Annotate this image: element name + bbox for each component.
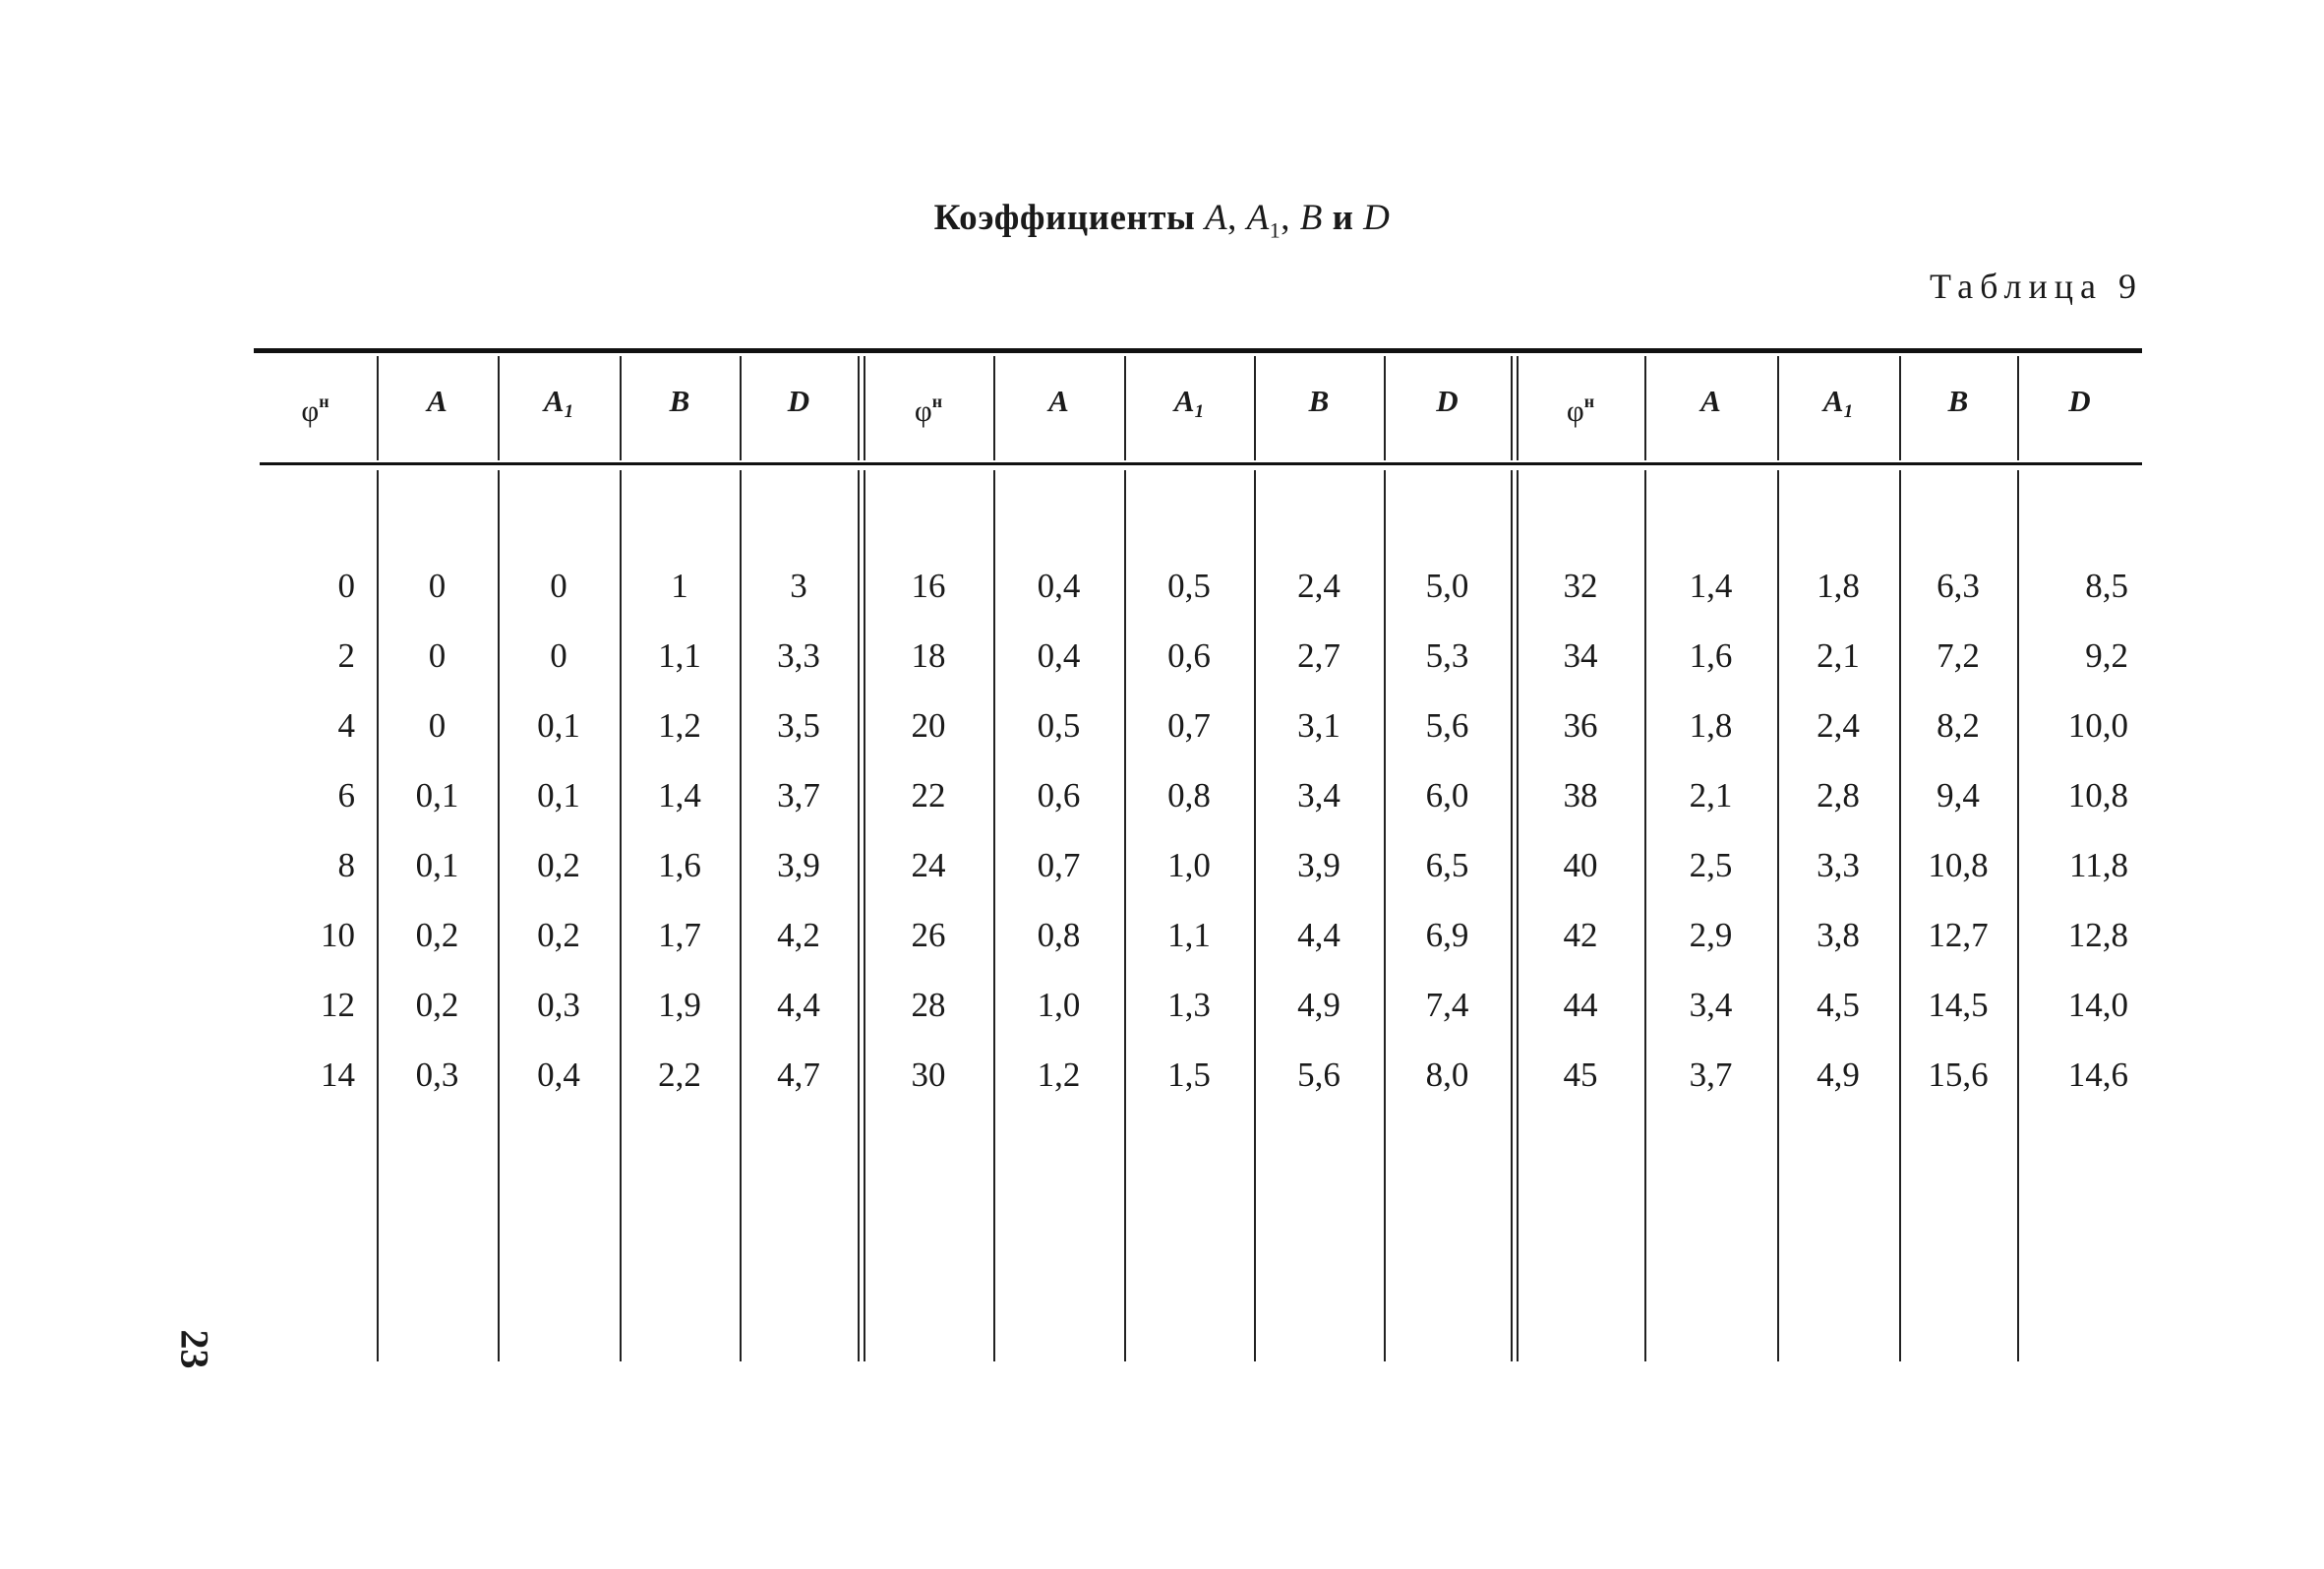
value-cell: 14,6 (2067, 1056, 2128, 1094)
table-title: Коэффициенты A, $A_1$, B и D (933, 198, 1391, 243)
angle-cell: 22 (911, 776, 946, 815)
column-header: $A_1$ (1822, 384, 1854, 422)
title-conj: и (1332, 198, 1354, 238)
value-cell: 3,4 (1297, 776, 1341, 815)
column-header: B (669, 384, 690, 418)
value-cell: 1,6 (1689, 636, 1733, 675)
value-cell: 15,6 (1928, 1056, 1989, 1094)
title-symbol-a1: $A_1$ (1246, 198, 1281, 243)
value-cell: 1,5 (1167, 1056, 1211, 1094)
value-cell: 12,8 (2067, 916, 2128, 954)
column-header: D (1436, 384, 1459, 418)
angle-cell: 38 (1563, 776, 1598, 815)
value-cell: 1,2 (658, 706, 701, 745)
value-cell: 4,5 (1817, 986, 1860, 1024)
angle-cell: 4 (337, 706, 355, 745)
column-divider (1511, 356, 1513, 460)
angle-cell: 36 (1563, 706, 1598, 745)
value-cell: 2,9 (1689, 916, 1733, 954)
value-cell: 2,4 (1297, 567, 1341, 605)
value-cell: 10,8 (1928, 846, 1989, 884)
angle-cell: 6 (337, 776, 355, 815)
angle-cell: 24 (911, 846, 946, 884)
value-cell: 0,1 (537, 706, 580, 745)
angle-cell: 2 (337, 636, 355, 675)
value-cell: 3,7 (777, 776, 820, 815)
angle-cell: 12 (321, 986, 355, 1024)
value-cell: 1,4 (658, 776, 701, 815)
value-cell: 9,2 (2085, 636, 2128, 675)
value-cell: 0,6 (1167, 636, 1211, 675)
angle-cell: 16 (911, 567, 946, 605)
value-cell: 0,2 (537, 846, 580, 884)
value-cell: 4,4 (1297, 916, 1341, 954)
value-cell: 5,6 (1297, 1056, 1341, 1094)
column-header: D (2068, 384, 2091, 418)
angle-cell: 40 (1563, 846, 1598, 884)
angle-cell: 8 (337, 846, 355, 884)
value-cell: 2,5 (1689, 846, 1733, 884)
value-cell: 3,5 (777, 706, 820, 745)
column-header: $\varphi^н$ (914, 392, 943, 428)
value-cell: 5,0 (1425, 567, 1469, 605)
column-header: $A_1$ (1173, 384, 1205, 422)
value-cell: 0,7 (1167, 706, 1211, 745)
value-cell: 0 (550, 567, 567, 605)
page-number: 23 (172, 1329, 217, 1369)
angle-cell: 30 (911, 1056, 946, 1094)
value-cell: 6,3 (1937, 567, 1980, 605)
value-cell: 0,3 (537, 986, 580, 1024)
angle-cell: 14 (321, 1056, 355, 1094)
value-cell: 3,9 (777, 846, 820, 884)
value-cell: 0,1 (415, 846, 459, 884)
column-header: A (1700, 384, 1721, 418)
value-cell: 0 (428, 706, 447, 745)
value-cell: 4,4 (777, 986, 820, 1024)
value-cell: 4,9 (1297, 986, 1341, 1024)
column-header: B (1308, 384, 1330, 418)
value-cell: 2,7 (1297, 636, 1341, 675)
column-divider (858, 356, 860, 460)
value-cell: 0 (428, 567, 447, 605)
value-cell: 9,4 (1937, 776, 1980, 815)
angle-cell: 26 (911, 916, 946, 954)
value-cell: 0,8 (1037, 916, 1081, 954)
value-cell: 4,2 (777, 916, 820, 954)
title-symbol-b: B (1299, 198, 1323, 238)
value-cell: 2,1 (1817, 636, 1860, 675)
value-cell: 0,2 (537, 916, 580, 954)
angle-cell: 20 (911, 706, 946, 745)
column-divider (858, 470, 860, 1361)
column-divider (1511, 470, 1513, 1361)
value-cell: 3,9 (1297, 846, 1341, 884)
value-cell: 0,8 (1167, 776, 1211, 815)
angle-cell: 45 (1563, 1056, 1598, 1094)
value-cell: 1,6 (658, 846, 701, 884)
value-cell: 0 (428, 636, 447, 675)
value-cell: 3,8 (1817, 916, 1860, 954)
table-number-label: Таблица 9 (1930, 267, 2143, 306)
title-word: Коэффициенты (933, 198, 1196, 238)
value-cell: 0,4 (1037, 567, 1081, 605)
value-cell: 6,5 (1425, 846, 1469, 884)
value-cell: 0,2 (415, 916, 459, 954)
value-cell: 1,8 (1689, 706, 1733, 745)
value-cell: 5,3 (1425, 636, 1469, 675)
column-header: A (1048, 384, 1069, 418)
value-cell: 2,8 (1817, 776, 1860, 815)
value-cell: 5,6 (1425, 706, 1469, 745)
value-cell: 0,5 (1167, 567, 1211, 605)
value-cell: 0,5 (1037, 706, 1081, 745)
value-cell: 0,6 (1037, 776, 1081, 815)
value-cell: 1,3 (1167, 986, 1211, 1024)
angle-cell: 0 (337, 567, 355, 605)
title-symbol-a: A (1205, 198, 1228, 238)
value-cell: 7,4 (1425, 986, 1469, 1024)
title-symbol-d: D (1363, 198, 1391, 238)
value-cell: 0,4 (1037, 636, 1081, 675)
angle-cell: 34 (1563, 636, 1598, 675)
column-header: $A_1$ (543, 384, 574, 422)
value-cell: 1,1 (1167, 916, 1211, 954)
angle-cell: 44 (1563, 986, 1598, 1024)
value-cell: 3,3 (777, 636, 820, 675)
angle-cell: 32 (1563, 567, 1598, 605)
value-cell: 1,9 (658, 986, 701, 1024)
column-header: D (787, 384, 810, 418)
value-cell: 14,5 (1928, 986, 1989, 1024)
value-cell: 3,4 (1689, 986, 1733, 1024)
angle-cell: 10 (321, 916, 355, 954)
value-cell: 11,8 (2069, 846, 2128, 884)
value-cell: 0,1 (415, 776, 459, 815)
value-cell: 0,7 (1037, 846, 1081, 884)
value-cell: 1 (671, 567, 688, 605)
value-cell: 8,0 (1425, 1056, 1469, 1094)
value-cell: 2,2 (658, 1056, 701, 1094)
value-cell: 1,1 (658, 636, 701, 675)
value-cell: 1,0 (1167, 846, 1211, 884)
value-cell: 12,7 (1928, 916, 1989, 954)
value-cell: 2,1 (1689, 776, 1733, 815)
value-cell: 10,8 (2067, 776, 2128, 815)
value-cell: 0,2 (415, 986, 459, 1024)
value-cell: 3,1 (1297, 706, 1341, 745)
value-cell: 10,0 (2067, 706, 2128, 745)
value-cell: 4,7 (777, 1056, 820, 1094)
value-cell: 1,4 (1689, 567, 1733, 605)
value-cell: 1,7 (658, 916, 701, 954)
value-cell: 2,4 (1817, 706, 1860, 745)
table-top-rule (254, 348, 2142, 353)
value-cell: 8,5 (2085, 567, 2128, 605)
value-cell: 1,2 (1037, 1056, 1081, 1094)
angle-cell: 18 (911, 636, 946, 675)
value-cell: 0,4 (537, 1056, 580, 1094)
value-cell: 4,9 (1817, 1056, 1860, 1094)
table-header-rule (260, 462, 2142, 465)
value-cell: 6,0 (1425, 776, 1469, 815)
value-cell: 0,1 (537, 776, 580, 815)
value-cell: 0,3 (415, 1056, 459, 1094)
angle-cell: 42 (1563, 916, 1598, 954)
value-cell: 7,2 (1937, 636, 1980, 675)
value-cell: 1,8 (1817, 567, 1860, 605)
value-cell: 1,0 (1037, 986, 1081, 1024)
column-header: B (1947, 384, 1969, 418)
angle-cell: 28 (911, 986, 946, 1024)
column-header: $\varphi^н$ (301, 392, 329, 428)
column-header: $\varphi^н$ (1566, 392, 1595, 428)
value-cell: 8,2 (1937, 706, 1980, 745)
value-cell: 14,0 (2067, 986, 2128, 1024)
value-cell: 3,7 (1689, 1056, 1733, 1094)
value-cell: 3,3 (1817, 846, 1860, 884)
value-cell: 0 (550, 636, 567, 675)
value-cell: 6,9 (1425, 916, 1469, 954)
column-header: A (427, 384, 447, 418)
value-cell: 3 (790, 567, 807, 605)
